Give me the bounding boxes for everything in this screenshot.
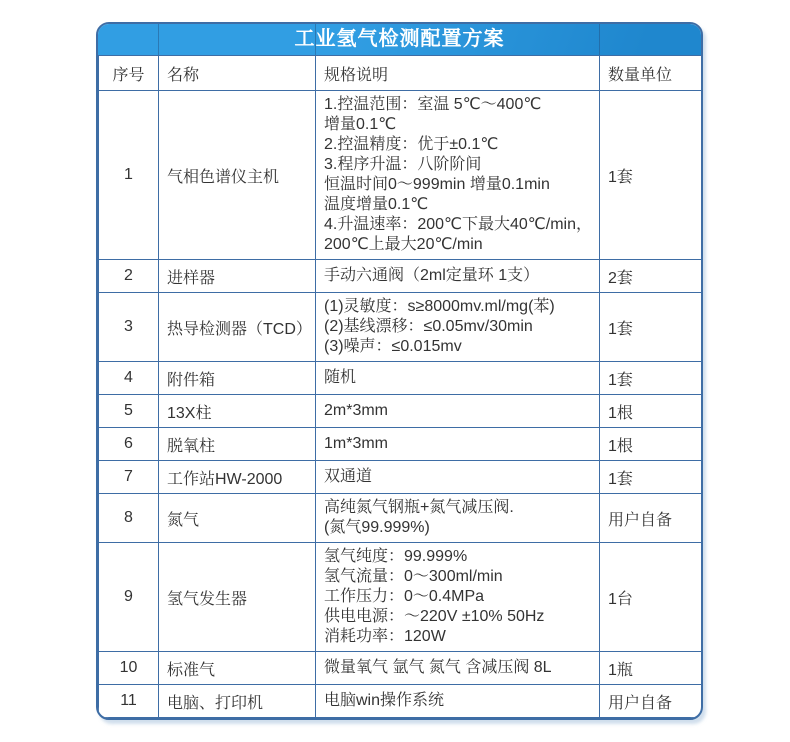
- row-name-cell: 气相色谱仪主机: [159, 91, 316, 260]
- table-row: [99, 260, 702, 293]
- spec-table-card: [96, 22, 703, 720]
- table-title: 工业氢气检测配置方案: [294, 28, 505, 50]
- row-spec-cell: [316, 260, 600, 293]
- table-row: [99, 685, 702, 718]
- row-qty-cell: 1套: [600, 293, 702, 362]
- header-column-divider: [315, 24, 316, 55]
- row-no-cell: 9: [99, 543, 159, 652]
- header-column-divider: [599, 24, 600, 55]
- row-qty-cell: 1套: [600, 362, 702, 395]
- spec-line: 高纯氮气钢瓶+氮气减压阀.: [324, 499, 514, 516]
- row-name-cell: 附件箱: [159, 362, 316, 395]
- spec-line: 消耗功率：120W: [324, 628, 446, 645]
- row-qty-cell: 1根: [600, 428, 702, 461]
- row-name-cell: 热导检测器（TCD）: [159, 293, 316, 362]
- row-spec-cell: [316, 91, 600, 260]
- row-no-cell: 5: [99, 395, 159, 428]
- row-no-cell: 3: [99, 293, 159, 362]
- spec-line: 氢气流量：0～300ml/min: [324, 568, 503, 585]
- spec-line: 微量氧气 氩气 氮气 含减压阀 8L: [324, 659, 552, 676]
- table-row: [99, 91, 702, 260]
- row-spec-cell: [316, 461, 600, 494]
- table-row: [99, 494, 702, 543]
- spec-line: 1.控温范围：室温 5℃～400℃: [324, 96, 542, 113]
- row-no-cell: 2: [99, 260, 159, 293]
- row-qty-cell: 1瓶: [600, 652, 702, 685]
- row-spec-cell: [316, 543, 600, 652]
- spec-line: 1m*3mm: [324, 435, 389, 452]
- spec-line: 工作压力：0～0.4MPa: [324, 588, 485, 605]
- row-name-cell: 工作站HW-2000: [159, 461, 316, 494]
- row-no-cell: 10: [99, 652, 159, 685]
- spec-line: 随机: [324, 369, 357, 386]
- row-spec-cell: [316, 395, 600, 428]
- spec-line: 供电电源：～220V ±10% 50Hz: [324, 608, 545, 625]
- table-row: [99, 293, 702, 362]
- row-qty-cell: 用户自备: [600, 685, 702, 718]
- spec-line: 电脑win操作系统: [324, 692, 445, 709]
- column-header-qty: 数量单位: [600, 56, 702, 91]
- row-spec-cell: [316, 362, 600, 395]
- row-qty-cell: 1根: [600, 395, 702, 428]
- spec-line: 恒温时间0～999min 增量0.1min: [324, 176, 550, 193]
- spec-line: 2m*3mm: [324, 402, 389, 419]
- spec-line: 增量0.1℃: [324, 116, 397, 133]
- column-header-name: 名称: [159, 56, 316, 91]
- column-header-spec: 规格说明: [316, 56, 600, 91]
- spec-line: 氢气纯度：99.999%: [324, 548, 468, 565]
- row-no-cell: 4: [99, 362, 159, 395]
- table-row: [99, 461, 702, 494]
- row-spec-cell: [316, 685, 600, 718]
- spec-line: (2)基线漂移：≤0.05mv/30min: [324, 318, 533, 335]
- spec-line: 手动六通阀（2ml定量环 1支）: [324, 267, 540, 284]
- column-header-row: [99, 56, 702, 91]
- table-row: [99, 428, 702, 461]
- row-spec-cell: [316, 494, 600, 543]
- row-name-cell: 脱氧柱: [159, 428, 316, 461]
- table-row: [99, 543, 702, 652]
- table-body: [99, 91, 702, 718]
- row-qty-cell: 1套: [600, 91, 702, 260]
- row-no-cell: 11: [99, 685, 159, 718]
- row-no-cell: 8: [99, 494, 159, 543]
- row-qty-cell: 1台: [600, 543, 702, 652]
- table-title-bar: [98, 24, 701, 55]
- spec-line: (3)噪声：≤0.015mv: [324, 338, 462, 355]
- spec-line: 温度增量0.1℃: [324, 196, 429, 213]
- row-qty-cell: 用户自备: [600, 494, 702, 543]
- header-column-divider: [158, 24, 159, 55]
- spec-line: (1)灵敏度：s≥8000mv.ml/mg(苯): [324, 298, 555, 315]
- spec-line: 2.控温精度：优于±0.1℃: [324, 136, 499, 153]
- table-row: [99, 652, 702, 685]
- spec-line: 双通道: [324, 468, 373, 485]
- row-qty-cell: 1套: [600, 461, 702, 494]
- row-name-cell: 氮气: [159, 494, 316, 543]
- spec-line: 200℃上最大20℃/min: [324, 236, 483, 253]
- row-name-cell: 电脑、打印机: [159, 685, 316, 718]
- spec-line: 4.升温速率：200℃下最大40℃/min，: [324, 216, 593, 233]
- row-no-cell: 6: [99, 428, 159, 461]
- row-name-cell: 标准气: [159, 652, 316, 685]
- row-qty-cell: 2套: [600, 260, 702, 293]
- column-header-no: 序号: [99, 56, 159, 91]
- row-no-cell: 1: [99, 91, 159, 260]
- row-name-cell: 进样器: [159, 260, 316, 293]
- table-row: [99, 362, 702, 395]
- table-row: [99, 395, 702, 428]
- row-name-cell: 氢气发生器: [159, 543, 316, 652]
- row-spec-cell: [316, 428, 600, 461]
- row-spec-cell: [316, 293, 600, 362]
- spec-line: 3.程序升温：八阶阶间: [324, 156, 482, 173]
- spec-table: [98, 55, 702, 718]
- row-name-cell: 13X柱: [159, 395, 316, 428]
- row-no-cell: 7: [99, 461, 159, 494]
- spec-line: (氮气99.999%): [324, 519, 430, 536]
- row-spec-cell: [316, 652, 600, 685]
